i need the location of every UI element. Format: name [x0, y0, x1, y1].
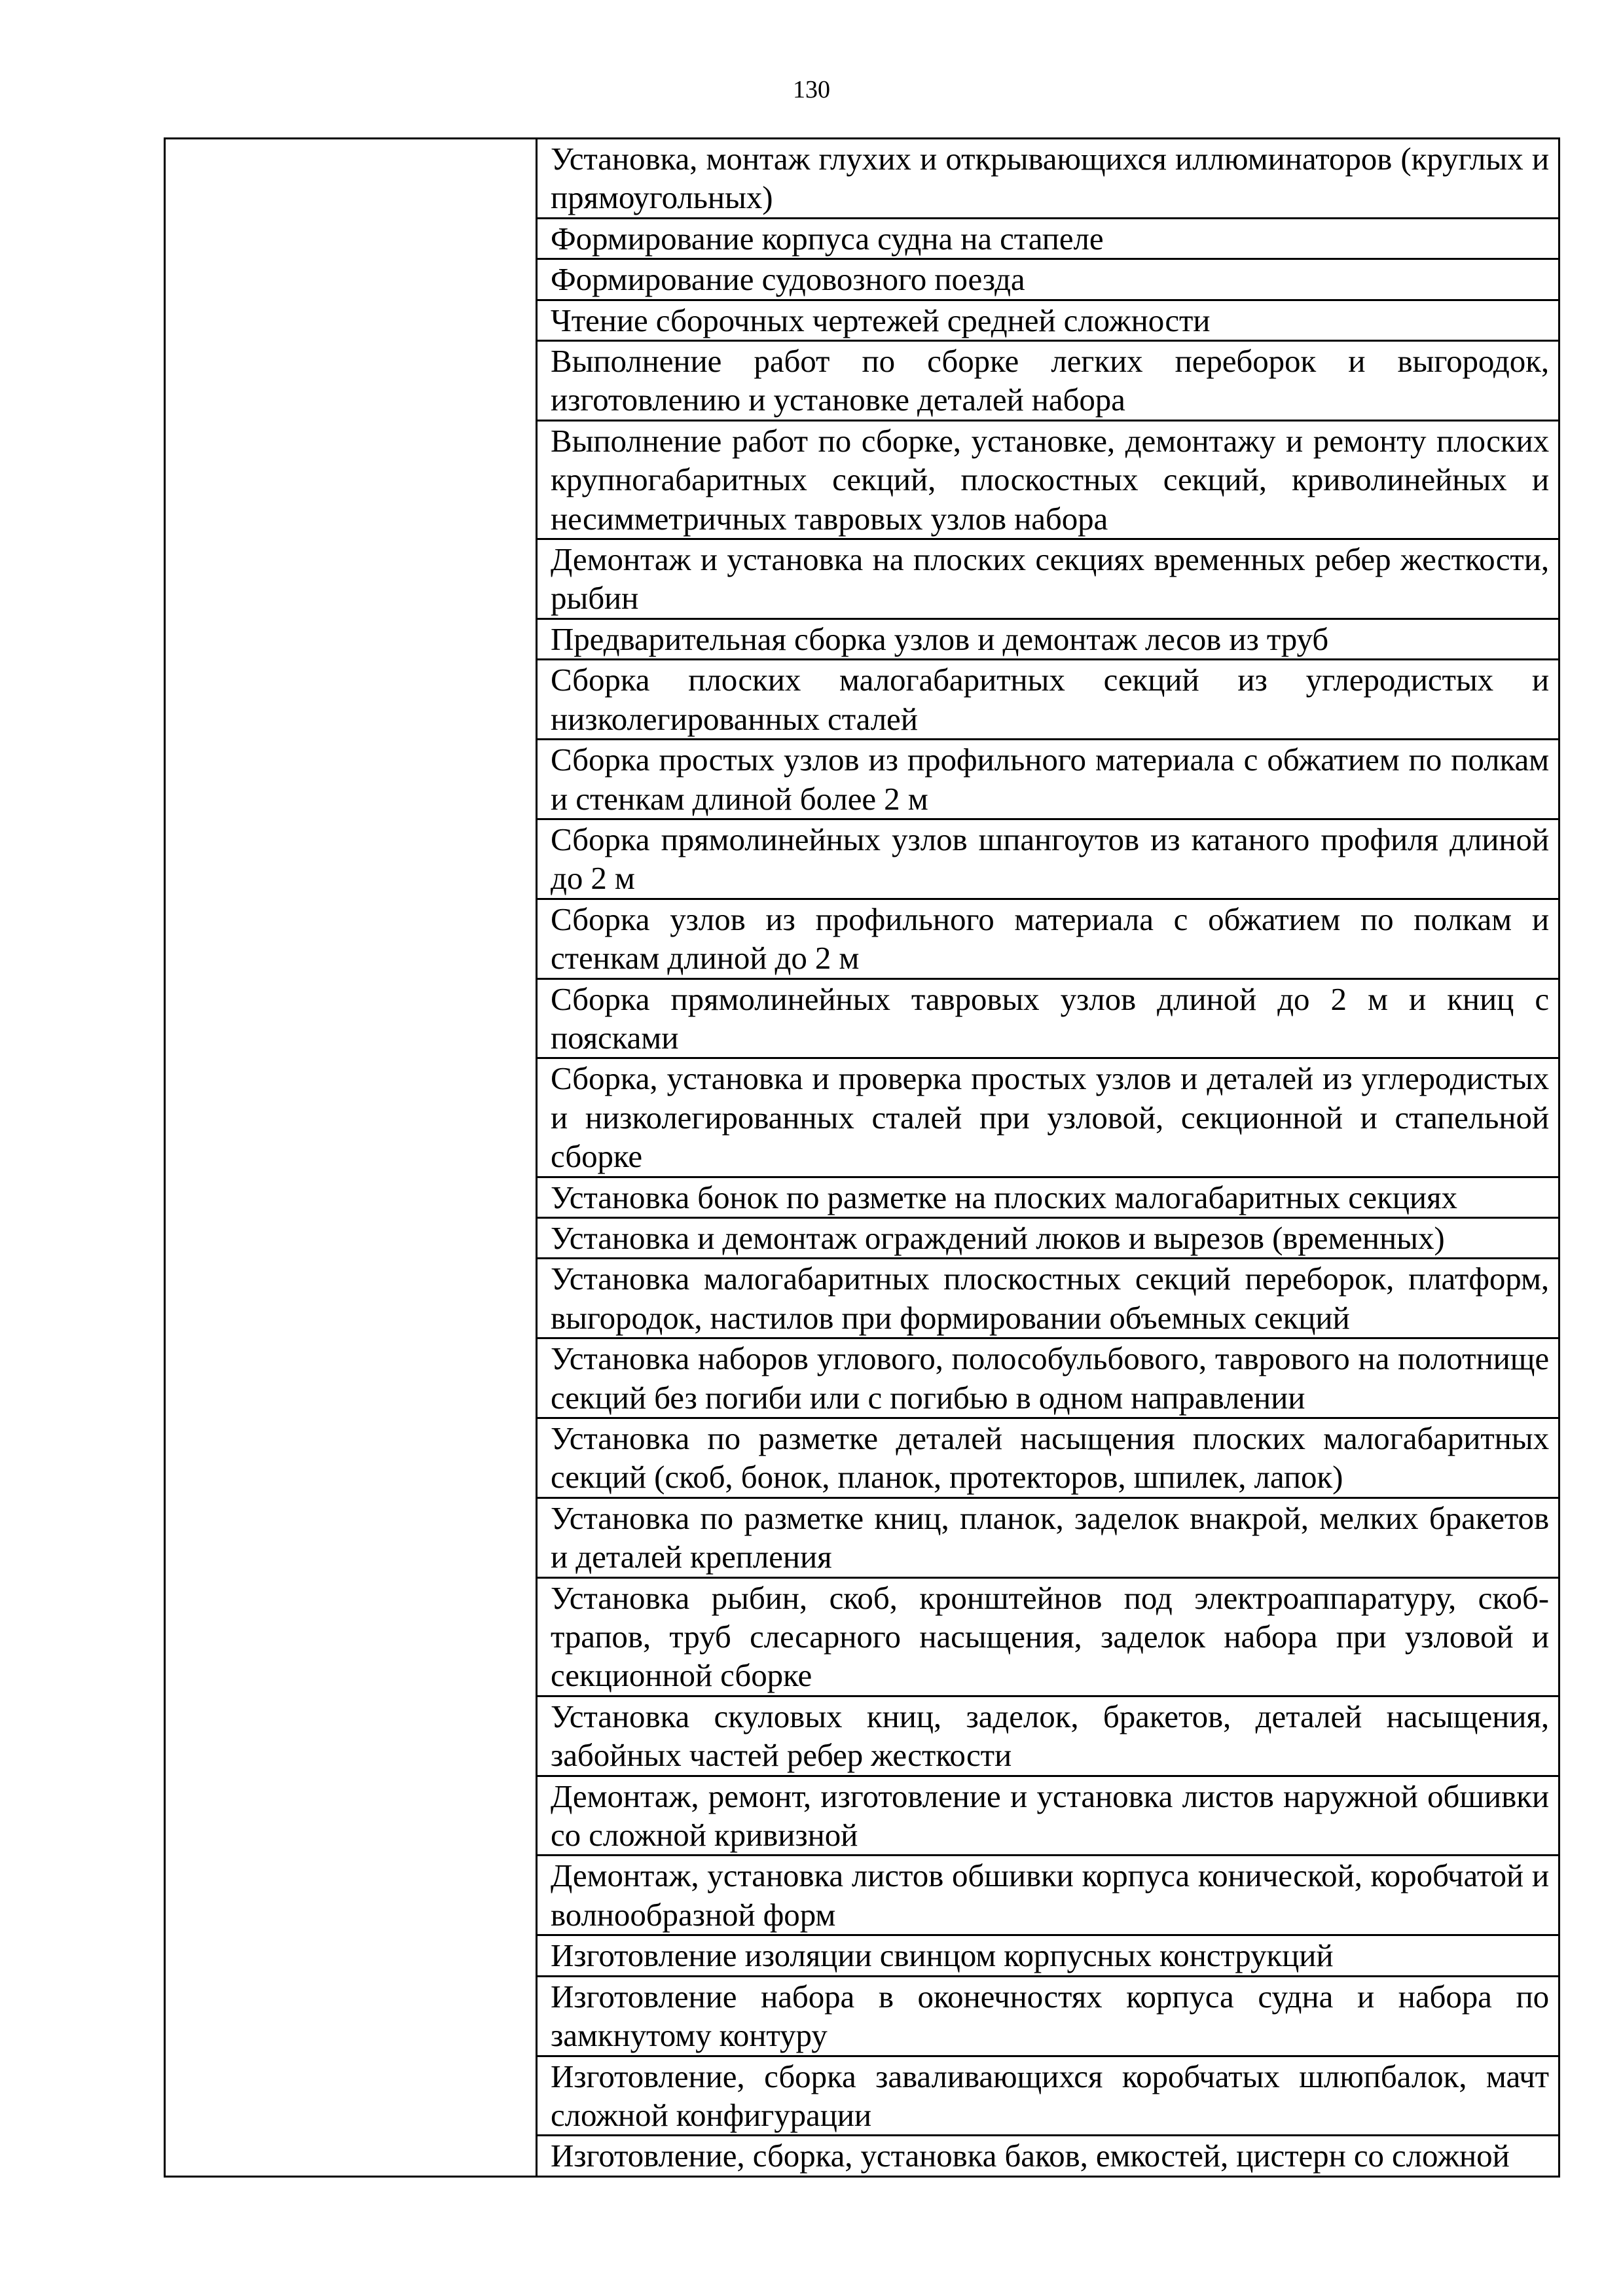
table-body — [165, 139, 1559, 2177]
work-item-text: Предварительная сборка узлов и демонтаж лесов из труб — [551, 620, 1329, 657]
work-item-text: Сборка простых узлов из профильного материала с обжатием по полкам и стенкам длиной более 2 м — [551, 742, 1549, 817]
work-item-text: Формирование судовозного поезда — [551, 261, 1025, 298]
work-item-text: Установка рыбин, скоб, кронштейнов под электроаппаратуру, скоб-трапов, труб слесарного насыщения, заделок набора при узловой и секционной сборке — [551, 1579, 1549, 1694]
work-item-cell — [537, 539, 1559, 619]
work-item-cell — [537, 300, 1559, 340]
page-number: 130 — [793, 76, 830, 103]
work-item-cell — [537, 1776, 1559, 1856]
work-item-text: Демонтаж и установка на плоских секциях временных ребер жесткости, рыбин — [551, 541, 1549, 617]
work-item-text: Выполнение работ по сборке, установке, демонтажу и ремонту плоских крупногабаритных секций, плоскостных секций, криволинейных и несимметричных тавровых узлов набора — [551, 422, 1549, 537]
work-item-text: Демонтаж, ремонт, изготовление и установка листов наружной обшивки со сложной кривизной — [551, 1778, 1549, 1854]
work-item-cell — [537, 619, 1559, 659]
work-item-cell — [537, 259, 1559, 300]
work-item-text: Сборка, установка и проверка простых узлов и деталей из углеродистых и низколегированных сталей при узловой, секционной и стапельной сборке — [551, 1060, 1549, 1175]
work-item-text: Установка по разметке книц, планок, заделок внакрой, мелких бракетов и деталей крепления — [551, 1499, 1549, 1575]
work-item-cell — [537, 819, 1559, 899]
work-item-cell — [537, 2136, 1559, 2176]
work-item-cell — [537, 1696, 1559, 1776]
work-item-text: Установка и демонтаж ограждений люков и вырезов (временных) — [551, 1219, 1445, 1256]
work-item-text: Установка бонок по разметке на плоских малогабаритных секциях — [551, 1179, 1457, 1215]
work-item-cell — [537, 1418, 1559, 1498]
work-item-text: Изготовление, сборка, установка баков, емкостей, цистерн со сложной — [551, 2138, 1510, 2174]
work-item-cell — [537, 218, 1559, 259]
work-item-cell — [537, 740, 1559, 819]
work-item-cell — [537, 1498, 1559, 1577]
left-column-cell — [165, 139, 537, 2177]
work-item-text: Установка малогабаритных плоскостных секций переборок, платформ, выгородок, настилов при формировании объемных секций — [551, 1261, 1549, 1336]
work-item-cell — [537, 1217, 1559, 1258]
work-item-text: Установка наборов углового, полособульбового, таврового на полотнище секций без погиби или с погибью в одном направлении — [551, 1340, 1549, 1416]
work-item-text: Демонтаж, установка листов обшивки корпуса конической, коробчатой и волнообразной форм — [551, 1857, 1549, 1933]
work-item-text: Установка, монтаж глухих и открывающихся иллюминаторов (круглых и прямоугольных) — [551, 141, 1549, 216]
work-item-cell — [537, 139, 1559, 219]
work-item-text: Установка скуловых книц, заделок, бракетов, деталей насыщения, забойных частей ребер жесткости — [551, 1698, 1549, 1774]
work-item-cell — [537, 1058, 1559, 1177]
work-item-cell — [537, 2056, 1559, 2136]
work-item-text: Изготовление, сборка заваливающихся коробчатых шлюпбалок, мачт сложной конфигурации — [551, 2058, 1549, 2133]
work-item-text: Установка по разметке деталей насыщения плоских малогабаритных секций (скоб, бонок, планок, протекторов, шпилек, лапок) — [551, 1420, 1549, 1496]
table-row — [165, 139, 1559, 219]
work-item-cell — [537, 1856, 1559, 1935]
work-item-cell — [537, 1577, 1559, 1696]
work-item-text: Сборка плоских малогабаритных секций из углеродистых и низколегированных сталей — [551, 662, 1549, 737]
work-item-text: Сборка узлов из профильного материала с обжатием по полкам и стенкам длиной до 2 м — [551, 901, 1549, 977]
work-item-text: Изготовление изоляции свинцом корпусных конструкций — [551, 1937, 1334, 1974]
work-item-text: Изготовление набора в оконечностях корпуса судна и набора по замкнутому контуру — [551, 1978, 1549, 2054]
work-item-cell — [537, 420, 1559, 539]
work-item-text: Сборка прямолинейных узлов шпангоутов из катаного профиля длиной до 2 м — [551, 821, 1549, 897]
work-item-cell — [537, 1976, 1559, 2056]
work-item-cell — [537, 660, 1559, 740]
work-item-cell — [537, 1338, 1559, 1418]
work-item-text: Чтение сборочных чертежей средней сложности — [551, 302, 1211, 338]
work-item-cell — [537, 1935, 1559, 1976]
work-item-cell — [537, 1259, 1559, 1338]
work-item-cell — [537, 899, 1559, 978]
work-item-text: Сборка прямолинейных тавровых узлов длиной до 2 м и книц с поясками — [551, 980, 1549, 1056]
work-item-text: Формирование корпуса судна на стапеле — [551, 220, 1104, 257]
work-item-cell — [537, 1177, 1559, 1217]
work-list-table — [164, 137, 1560, 2178]
work-item-cell — [537, 978, 1559, 1058]
work-item-text: Выполнение работ по сборке легких переборок и выгородок, изготовлению и установке деталей набора — [551, 343, 1549, 418]
work-item-cell — [537, 341, 1559, 421]
